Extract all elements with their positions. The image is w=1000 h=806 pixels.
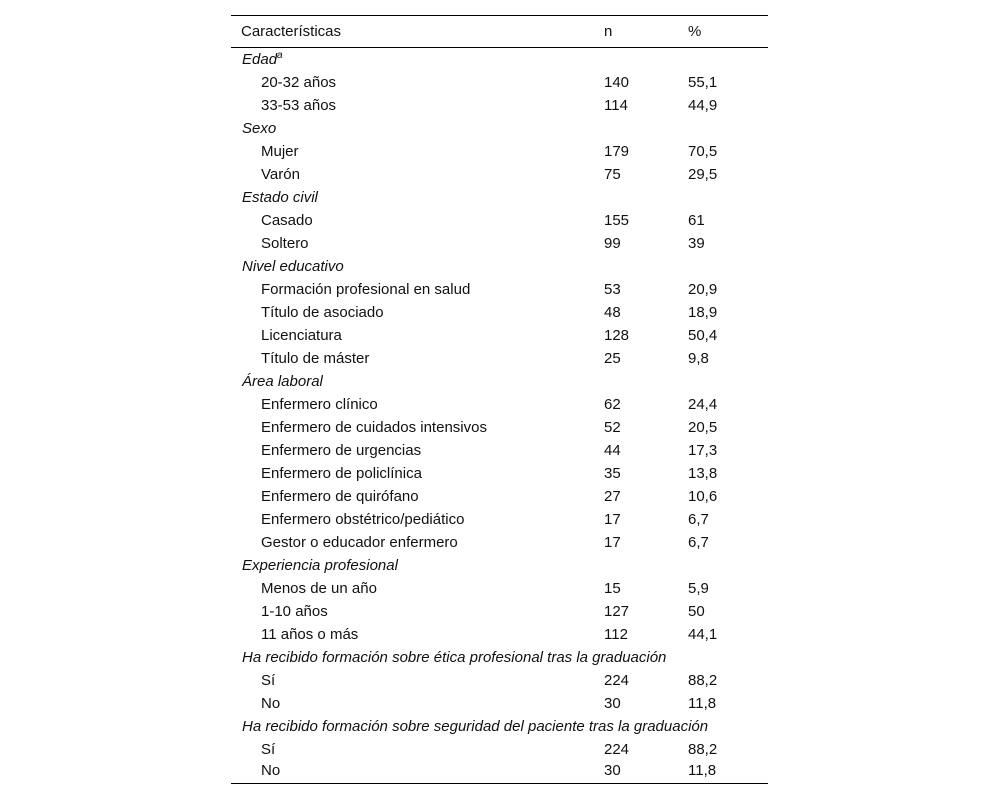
row-percent-value: 29,5 [688,165,718,183]
group-heading [231,48,768,71]
group-heading [231,554,768,577]
row-percent-value: 50 [688,602,705,620]
row-label: Enfermero de urgencias [261,441,422,459]
group-title: Ha recibido formación sobre seguridad del paciente tras la graduación [242,717,709,735]
group-row [231,370,768,393]
group-row [231,48,768,71]
group-title: Ha recibido formación sobre ética profesional tras la graduación [242,648,667,666]
table-row [231,324,768,347]
table-row [231,278,768,301]
row-percent-value: 10,6 [688,487,718,505]
row-percent-value: 6,7 [688,533,709,551]
group-title: Sexo [242,119,277,137]
row-percent-value: 39 [688,234,705,252]
row-n-value: 30 [604,694,621,712]
row-label: Menos de un año [261,579,377,597]
row-percent-value: 55,1 [688,73,718,91]
row-percent-value: 44,9 [688,96,718,114]
row-label: 11 años o más [261,625,359,643]
row-label: Sí [261,740,276,758]
row-label: No [261,762,281,780]
group-heading [231,117,768,140]
row-n-value: 35 [604,464,621,482]
table-row [231,94,768,117]
row-label: Enfermero de policlínica [261,464,422,482]
group-row [231,186,768,209]
row-n-value: 15 [604,579,621,597]
table-row [231,669,768,692]
row-label: Licenciatura [261,326,342,344]
group-title: Edad [242,50,278,68]
row-n-value: 140 [604,73,630,91]
row-n-value: 62 [604,395,621,413]
table-row [231,140,768,163]
row-label: Sí [261,671,276,689]
row-label: Enfermero obstétrico/pediático [261,510,465,528]
row-n-value: 155 [604,211,630,229]
group-heading [231,255,768,278]
table-row [231,393,768,416]
row-label: Mujer [261,142,299,160]
row-percent-value: 13,8 [688,464,718,482]
row-n-value: 30 [604,762,621,780]
row-percent-value: 6,7 [688,510,709,528]
header-percent: % [688,23,702,40]
group-row [231,715,768,738]
group-row [231,255,768,278]
row-label: Casado [261,211,313,229]
table-row [231,209,768,232]
row-percent-value: 44,1 [688,625,718,643]
row-n-value: 53 [604,280,621,298]
row-n-value: 127 [604,602,630,620]
table-body [231,48,768,784]
row-label: Enfermero clínico [261,395,378,413]
table-row [231,163,768,186]
row-percent-value: 5,9 [688,579,709,597]
row-n-value: 128 [604,326,630,344]
group-heading [231,186,768,209]
table-row [231,71,768,94]
table-row [231,761,768,784]
group-title: Nivel educativo [242,257,344,275]
table-row [231,600,768,623]
row-percent-value: 17,3 [688,441,718,459]
group-heading [231,370,768,393]
group-title: Área laboral [242,372,323,390]
group-row [231,117,768,140]
row-label: Formación profesional en salud [261,280,471,298]
row-label: Varón [261,165,300,183]
footnote-marker: a [277,49,283,61]
row-label: Gestor o educador enfermero [261,533,458,551]
table-row [231,347,768,370]
row-n-value: 99 [604,234,621,252]
row-n-value: 25 [604,349,621,367]
row-label: 20-32 años [261,73,337,91]
table-row [231,508,768,531]
row-percent-value: 20,9 [688,280,718,298]
table-header [231,16,768,48]
row-label: Título de asociado [261,303,384,321]
table-row [231,577,768,600]
row-percent-value: 9,8 [688,349,709,367]
row-percent-value: 50,4 [688,326,718,344]
header-characteristics: Características [241,23,342,40]
group-row [231,554,768,577]
table-row [231,531,768,554]
row-n-value: 179 [604,142,630,160]
row-percent-value: 61 [688,211,705,229]
table-row [231,232,768,255]
row-label: Enfermero de quirófano [261,487,419,505]
group-heading [231,715,768,738]
row-n-value: 75 [604,165,621,183]
header-row [231,16,768,48]
row-n-value: 17 [604,533,621,551]
characteristics-table [231,15,768,784]
group-title: Experiencia profesional [242,556,398,574]
row-label: Título de máster [261,349,370,367]
table-row [231,462,768,485]
row-percent-value: 11,8 [688,762,717,780]
row-n-value: 48 [604,303,621,321]
table-row [231,623,768,646]
row-percent-value: 88,2 [688,671,718,689]
table-row [231,485,768,508]
row-n-value: 224 [604,740,630,758]
row-label: Enfermero de cuidados intensivos [261,418,487,436]
row-n-value: 224 [604,671,630,689]
row-percent-value: 20,5 [688,418,718,436]
row-label: 33-53 años [261,96,337,114]
row-n-value: 17 [604,510,621,528]
table-row [231,439,768,462]
row-n-value: 44 [604,441,621,459]
row-n-value: 112 [604,625,628,643]
row-label: Soltero [261,234,309,252]
table-row [231,738,768,761]
row-percent-value: 24,4 [688,395,718,413]
row-percent-value: 70,5 [688,142,718,160]
row-n-value: 27 [604,487,621,505]
row-percent-value: 11,8 [688,694,717,712]
characteristics-table-container [231,15,768,784]
group-heading [231,646,768,669]
row-n-value: 114 [604,96,628,114]
group-row [231,646,768,669]
row-label: No [261,694,281,712]
row-n-value: 52 [604,418,621,436]
group-title: Estado civil [242,188,318,206]
table-row [231,692,768,715]
row-percent-value: 88,2 [688,740,718,758]
table-row [231,301,768,324]
row-percent-value: 18,9 [688,303,718,321]
row-label: 1-10 años [261,602,328,620]
table-row [231,416,768,439]
header-n: n [604,23,613,40]
